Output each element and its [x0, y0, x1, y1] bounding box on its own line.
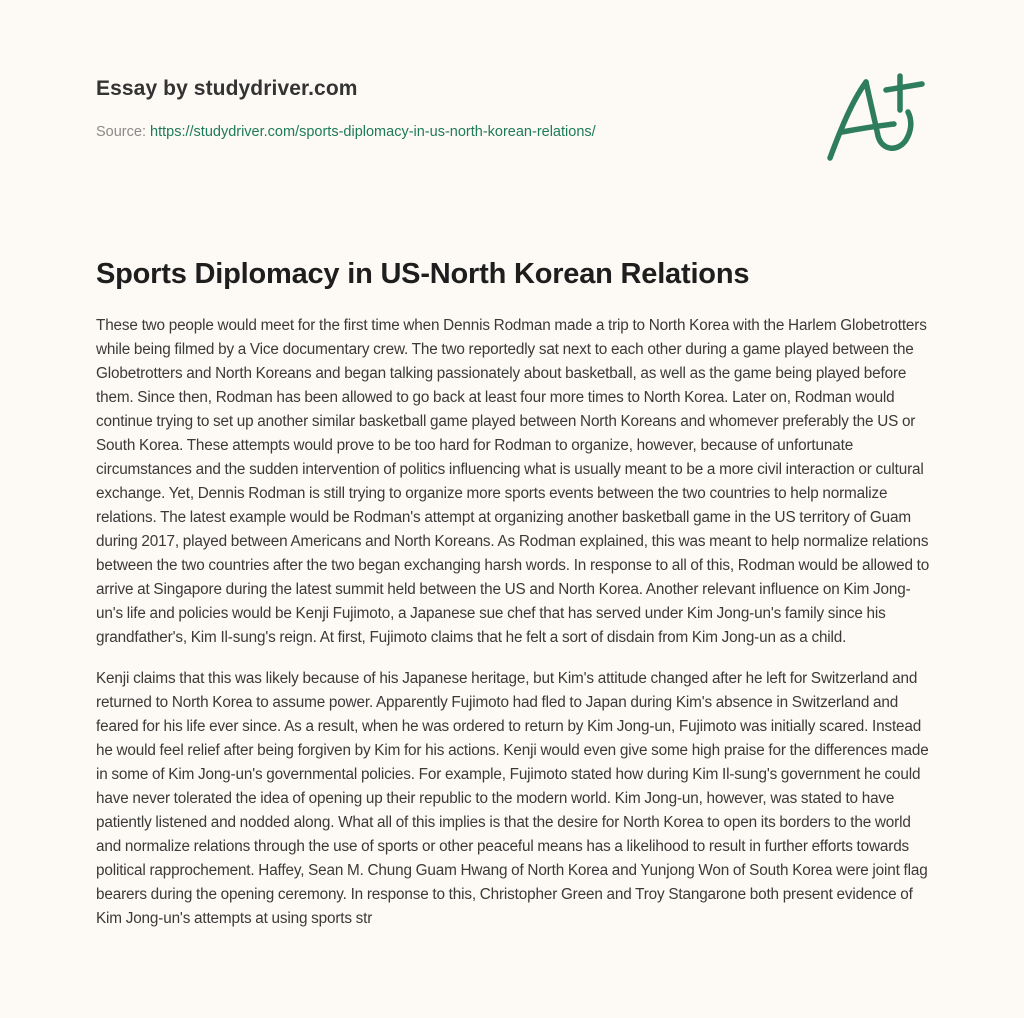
essay-paragraph: These two people would meet for the first time when Dennis Rodman made a trip to North Korea with the Harlem Globetrotters while being filmed by a Vice documentary crew. The two reportedly sat next to each other during a game played between the Globetrotters and North Koreans and began talking passionately about basketball, as well as the game being played before them. Since then, Rodman has been allowed to go back at least four more times to North Korea. Later on, Rodman would continue trying to set up another similar basketball game played between North Koreans and whomever preferably the US or South Korea. These attempts would prove to be too hard for Rodman to organize, however, because of unfortunate circumstances and the sudden intervention of politics influencing what is usually meant to be a more civil interaction or cultural exchange. Yet, Dennis Rodman is still trying to organize more sports events between the two countries to help normalize relations. The latest example would be Rodman's attempt at organizing another basketball game in the US territory of Guam during 2017, played between Americans and North Koreans. As Rodman explained, this was meant to help normalize relations between the two countries after the two began exchanging harsh words. In response to all of this, Rodman would be allowed to arrive at Singapore during the latest summit held between the US and North Korea. Another relevant influence on Kim Jong-un's life and policies would be Kenji Fujimoto, a Japanese sue chef that has served under Kim Jong-un's family since his grandfather's, Kim Il-sung's reign. At first, Fujimoto claims that he felt a sort of disdain from Kim Jong-un as a child. — [96, 317, 930, 646]
source-link[interactable]: https://studydriver.com/sports-diplomacy-in-us-north-korean-relations/ — [150, 124, 596, 140]
essay-paragraph: Kenji claims that this was likely because of his Japanese heritage, but Kim's attitude changed after he left for Switzerland and returned to North Korea to assume power. Apparently Fujimoto had fled to Japan during Kim's absence in Switzerland and feared for his life ever since. As a result, when he was ordered to return by Kim Jong-un, Fujimoto was initially scared. Instead he would feel relief after being forgiven by Kim for his actions. Kenji would even give some high praise for the differences made in some of Kim Jong-un's governmental policies. For example, Fujimoto stated how during Kim Il-sung's government he could have never tolerated the idea of opening up their republic to the modern world. Kim Jong-un, however, was stated to have patiently listened and nodded along. What all of this implies is that the desire for North Korea to open its borders to the world and normalize relations through the use of sports or other peaceful means has a likelihood to result in further efforts towards political rapprochement. Haffey, Sean M. Chung Guam Hwang of North Korea and Yunjong Won of South Korea were joint flag bearers during the opening ceremony. In response to this, Christopher Green and Troy Stangarone both present evidence of Kim Jong-un's attempts at using sports str — [96, 670, 929, 927]
a-plus-grade-icon — [820, 66, 930, 166]
page-header — [96, 74, 796, 142]
source-label: Source: — [96, 124, 146, 140]
essay-title: Sports Diplomacy in US-North Korean Relations — [96, 258, 750, 290]
essay-body — [96, 314, 936, 948]
site-title: Essay by studydriver.com — [96, 77, 358, 100]
source-line — [96, 122, 796, 142]
